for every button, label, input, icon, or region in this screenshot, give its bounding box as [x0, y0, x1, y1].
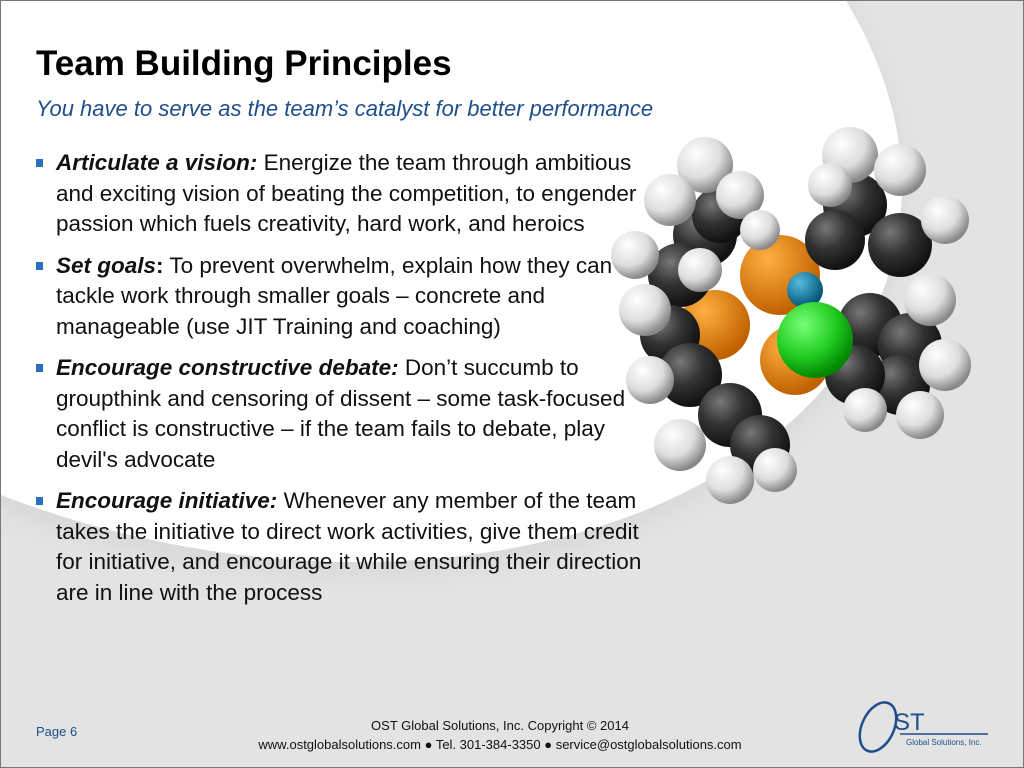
- hydrogen-atom: [921, 196, 969, 244]
- bullet-marker-icon: [36, 364, 43, 372]
- hydrogen-atom: [644, 174, 696, 226]
- chlorine-atom: [777, 302, 853, 378]
- footer-contact: www.ostglobalsolutions.com ● Tel. 301-384-3350 ● service@ostglobalsolutions.com: [258, 737, 742, 752]
- bullet-marker-icon: [36, 262, 43, 270]
- bullet-marker-icon: [36, 497, 43, 505]
- bullet-item: [36, 251, 646, 343]
- logo-tagline: Global Solutions, Inc.: [906, 738, 982, 747]
- bullet-item: [36, 148, 646, 240]
- hydrogen-atom: [808, 163, 852, 207]
- hydrogen-atom: [896, 391, 944, 439]
- bullet-text: Don’t succumb to groupthink and censoring of dissent – some task-focused conflict is constructive – if the team fails to debate, play devil's advocate: [56, 355, 626, 472]
- bullet-heading: Articulate a vision:: [56, 150, 258, 175]
- slide-subtitle: You have to serve as the team’s catalyst for better performance: [36, 96, 654, 121]
- molecule-image: [610, 125, 980, 505]
- bullet-marker-icon: [36, 159, 43, 167]
- bullet-item: [36, 353, 646, 475]
- ost-logo: [850, 700, 995, 755]
- carbon-atom: [805, 210, 865, 270]
- logo-mark: ST: [894, 709, 925, 736]
- bullet-heading: Set goals: [56, 252, 157, 278]
- bullet-list: [36, 148, 646, 619]
- hydrogen-atom: [619, 284, 671, 336]
- hydrogen-atom: [843, 388, 887, 432]
- hydrogen-atom: [706, 456, 754, 504]
- bullet-heading: Encourage initiative:: [56, 488, 278, 513]
- hydrogen-atom: [740, 210, 780, 250]
- bullet-item: [36, 486, 646, 608]
- hydrogen-atom: [904, 274, 956, 326]
- hydrogen-atom: [654, 419, 706, 471]
- slide-title: Team Building Principles: [36, 44, 452, 83]
- hydrogen-atom: [626, 356, 674, 404]
- bullet-heading: Encourage constructive debate:: [56, 355, 399, 380]
- bullet-text: Energize the team through ambitious and exciting vision of beating the competition, to engender passion which fuels creativity, hard work, and heroics: [56, 150, 637, 236]
- hydrogen-atom: [753, 448, 797, 492]
- bullet-colon: :: [156, 252, 164, 278]
- hydrogen-atom: [678, 248, 722, 292]
- bullet-text: Whenever any member of the team takes the initiative to direct work activities, give them credit for initiative, and encourage it while ensuring their direction are in line with the process: [56, 488, 642, 605]
- hydrogen-atom: [919, 339, 971, 391]
- hydrogen-atom: [874, 144, 926, 196]
- footer-copyright: OST Global Solutions, Inc. Copyright © 2014: [371, 718, 629, 733]
- footer: [200, 716, 800, 754]
- bullet-text: To prevent overwhelm, explain how they can tackle work through smaller goals – concrete and manageable (use JIT Training and coaching): [56, 252, 613, 339]
- hydrogen-atom: [611, 231, 659, 279]
- page-number: Page 6: [36, 724, 78, 739]
